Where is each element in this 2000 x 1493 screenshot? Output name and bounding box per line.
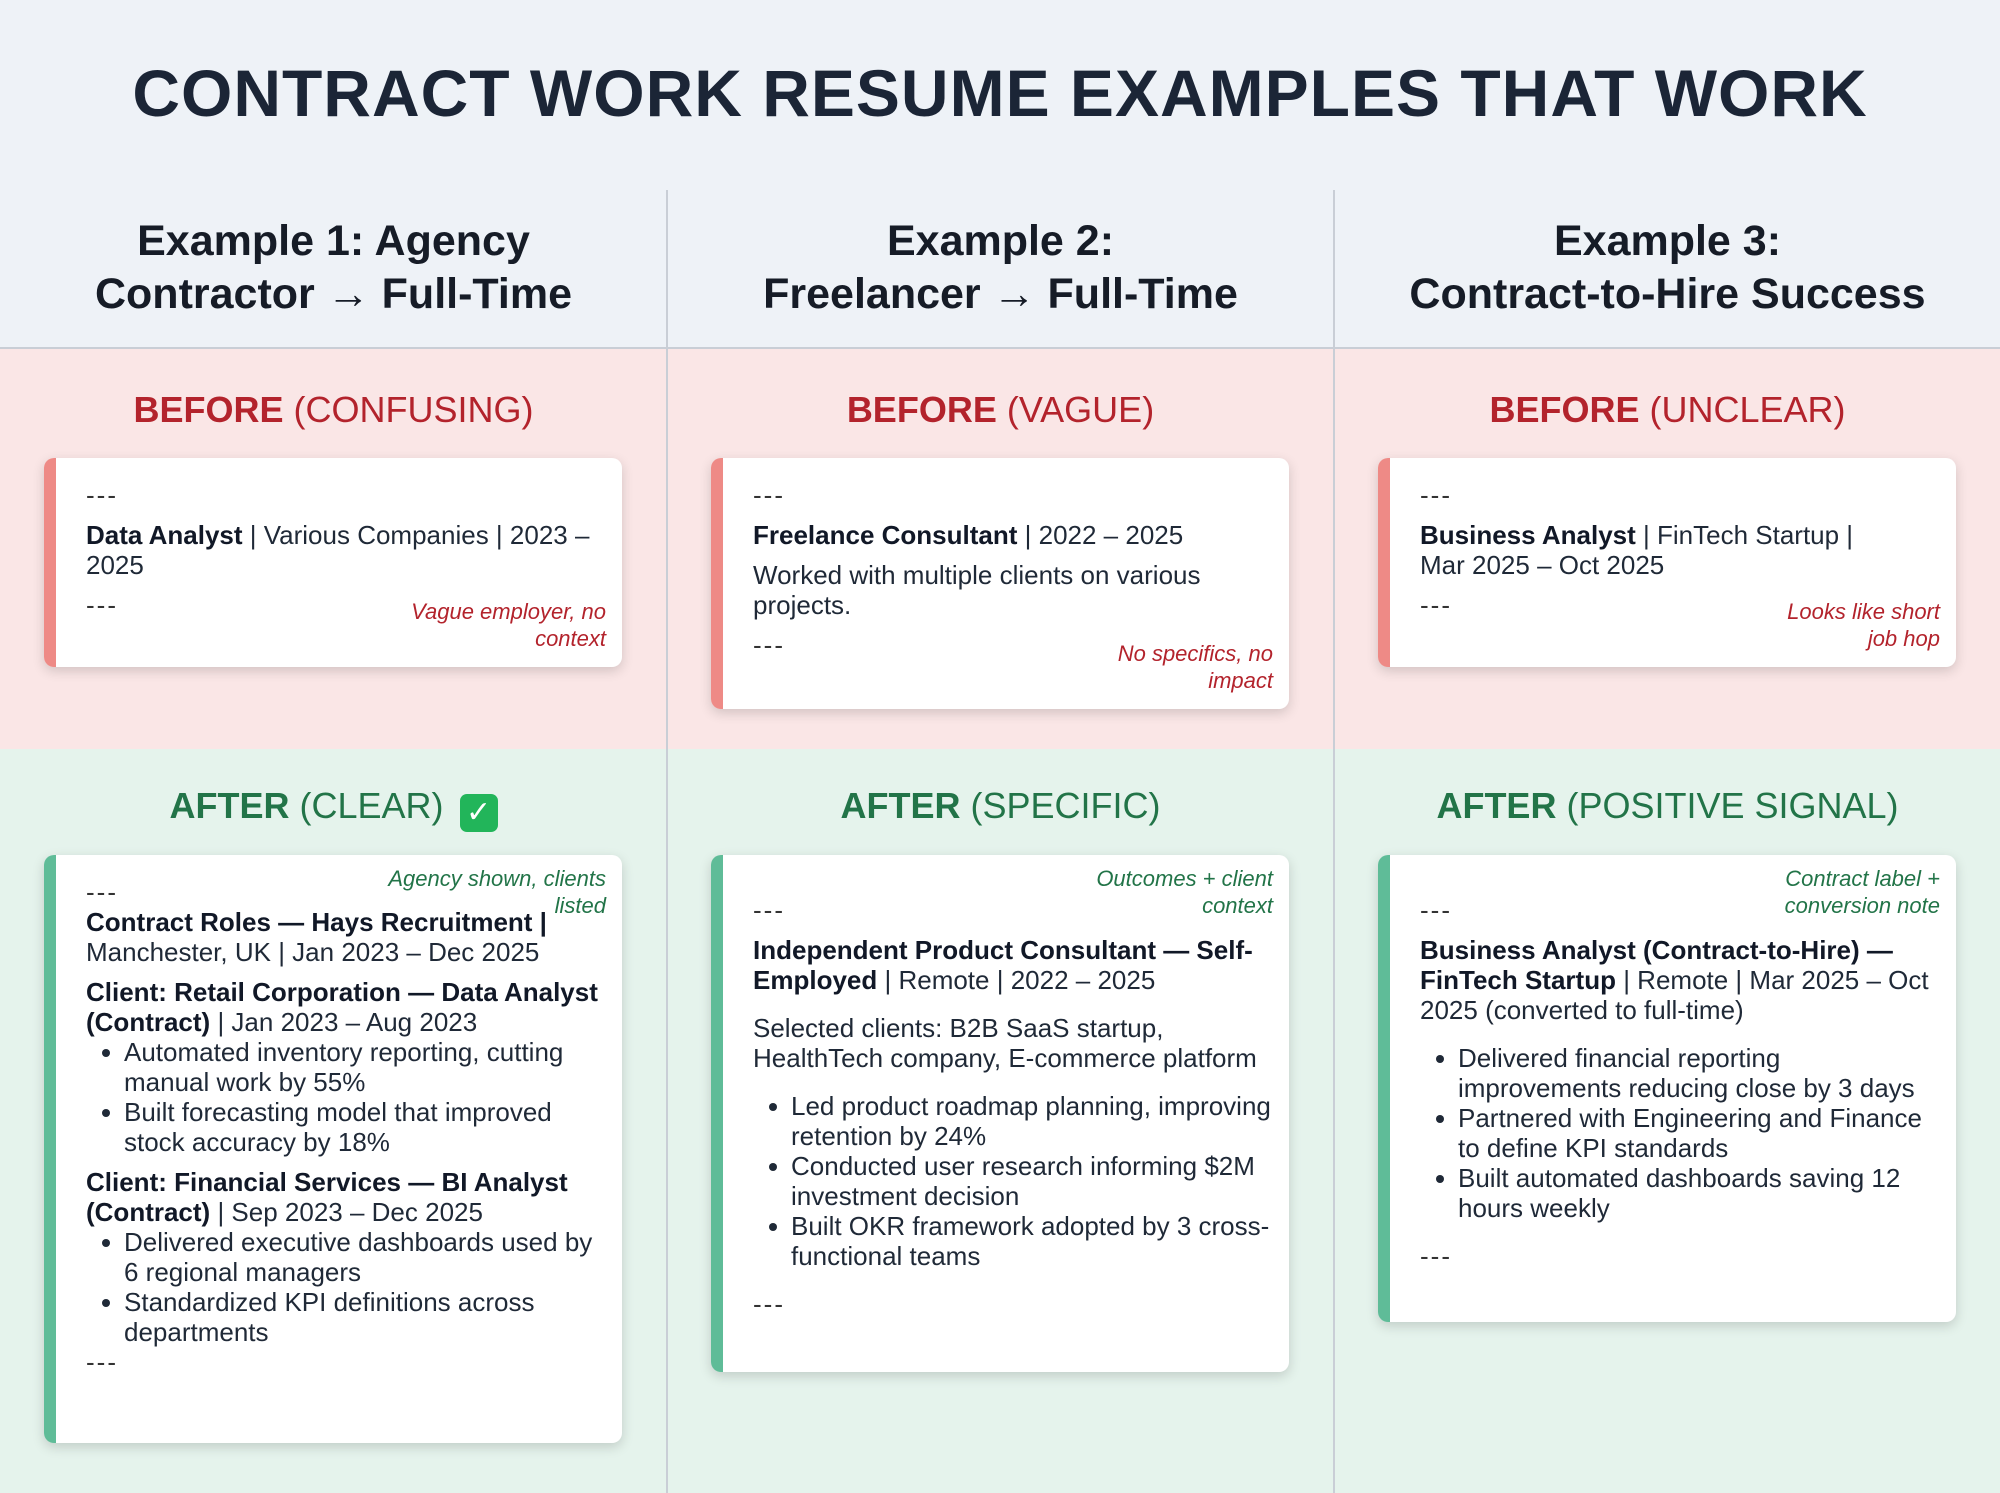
column-heading-line1: Example 3:: [1553, 217, 1782, 265]
before-label-qualifier: (UNCLEAR): [1649, 389, 1846, 430]
role-line: [1420, 520, 1940, 580]
separator: ---: [1420, 590, 1452, 620]
critique-note: Vague employer, no context: [411, 599, 606, 651]
separator: ---: [86, 1347, 118, 1377]
separator: ---: [1420, 1241, 1452, 1271]
before-label-bold: BEFORE: [1489, 389, 1640, 430]
after-label: [1334, 784, 2000, 828]
separator: ---: [1420, 895, 1452, 925]
separator: ---: [753, 895, 785, 925]
critique-note: No specifics, no impact: [1117, 641, 1273, 693]
role-header: [753, 935, 1273, 995]
after-label-qualifier: (CLEAR): [299, 785, 444, 826]
separator: ---: [753, 630, 785, 660]
role-details: | 2022 – 2025: [1017, 520, 1184, 550]
before-label: [0, 388, 667, 432]
column-heading-line2: Contract-to-Hire Success: [1409, 270, 1926, 318]
role-title: Freelance Consultant: [753, 520, 1018, 550]
separator: ---: [86, 877, 118, 907]
role-title: Business Analyst: [1420, 520, 1636, 550]
column-heading-line1: Example 1: Agency: [137, 217, 530, 265]
role-details: | Remote | Mar 2025 – Oct 2025 (converted to full-time): [1420, 965, 1929, 1025]
before-card: [1378, 458, 1956, 667]
separator: ---: [1420, 480, 1452, 510]
separator: ---: [86, 590, 118, 620]
improvement-note: Agency shown, clients listed: [388, 866, 606, 918]
before-card: [711, 458, 1289, 709]
before-card: [44, 458, 622, 667]
column-heading-line1: Example 2:: [886, 217, 1115, 265]
column-heading: [667, 215, 1334, 321]
list-item: Led product roadmap planning, improving retention by 24%: [753, 1091, 1273, 1151]
example-column-1: [0, 0, 667, 1493]
role-title: Data Analyst: [86, 520, 243, 550]
column-heading-line2: Contractor → Full-Time: [94, 270, 572, 318]
before-label-bold: BEFORE: [133, 389, 284, 430]
list-item: Built automated dashboards saving 12 hours weekly: [1420, 1163, 1940, 1223]
bullet-list: [86, 1227, 606, 1347]
separator: ---: [86, 480, 118, 510]
bullet-list: [86, 1037, 606, 1157]
client-header: [86, 977, 606, 1037]
client-title: Client: Retail Corporation — Data Analyst (Contract): [86, 977, 598, 1037]
list-item: Standardized KPI definitions across departments: [86, 1287, 606, 1347]
improvement-note: Outcomes + client context: [1096, 866, 1273, 918]
column-heading: [0, 215, 667, 321]
role-title: Independent Product Consultant — Self-Employed: [753, 935, 1253, 995]
before-label-bold: BEFORE: [846, 389, 997, 430]
agency-header-details: Manchester, UK | Jan 2023 – Dec 2025: [86, 937, 540, 967]
list-item: Delivered executive dashboards used by 6 regional managers: [86, 1227, 606, 1287]
after-label-qualifier: (POSITIVE SIGNAL): [1566, 785, 1899, 826]
bullet-list: [1420, 1043, 1940, 1223]
client-dates: | Sep 2023 – Dec 2025: [210, 1197, 483, 1227]
role-line: [86, 520, 606, 580]
role-details: | FinTech Startup | Mar 2025 – Oct 2025: [1420, 520, 1854, 580]
role-details: | Various Companies | 2023 – 2025: [86, 520, 590, 580]
role-details: | Remote | 2022 – 2025: [877, 965, 1156, 995]
column-heading-line2: Freelancer → Full-Time: [763, 270, 1238, 318]
agency-header-bold: Contract Roles — Hays Recruitment |: [86, 907, 547, 937]
after-label-bold: AFTER: [169, 785, 290, 826]
column-heading: [1334, 215, 2000, 321]
role-title: Business Analyst (Contract-to-Hire) — FinTech Startup: [1420, 935, 1893, 995]
after-card: [44, 855, 622, 1443]
before-label-qualifier: (CONFUSING): [293, 389, 534, 430]
example-column-2: [667, 0, 1334, 1493]
list-item: Built forecasting model that improved stock accuracy by 18%: [86, 1097, 606, 1157]
after-label-bold: AFTER: [1436, 785, 1557, 826]
after-label: [0, 784, 667, 832]
separator: ---: [753, 1289, 785, 1319]
list-item: Automated inventory reporting, cutting manual work by 55%: [86, 1037, 606, 1097]
before-label-qualifier: (VAGUE): [1006, 389, 1155, 430]
list-item: Partnered with Engineering and Finance to define KPI standards: [1420, 1103, 1940, 1163]
separator: ---: [753, 480, 785, 510]
improvement-note: Contract label + conversion note: [1784, 866, 1940, 918]
list-item: Conducted user research informing $2M investment decision: [753, 1151, 1273, 1211]
after-card: [1378, 855, 1956, 1322]
list-item: Delivered financial reporting improvements reducing close by 3 days: [1420, 1043, 1940, 1103]
after-label-bold: AFTER: [840, 785, 961, 826]
role-description: Worked with multiple clients on various projects.: [753, 560, 1201, 620]
client-dates: | Jan 2023 – Aug 2023: [210, 1007, 478, 1037]
role-line: [753, 520, 1273, 550]
client-header: [86, 1167, 606, 1227]
after-label: [667, 784, 1334, 828]
after-label-qualifier: (SPECIFIC): [970, 785, 1161, 826]
list-item: Built OKR framework adopted by 3 cross-functional teams: [753, 1211, 1273, 1271]
bullet-list: [753, 1091, 1273, 1271]
client-title: Client: Financial Services — BI Analyst (Contract): [86, 1167, 568, 1227]
example-column-3: [1334, 0, 2000, 1493]
after-card: [711, 855, 1289, 1372]
before-label: [667, 388, 1334, 432]
critique-note: Looks like short job hop: [1787, 599, 1940, 651]
before-label: [1334, 388, 2000, 432]
client-list: Selected clients: B2B SaaS startup, HealthTech company, E-commerce platform: [753, 1013, 1257, 1073]
page-title: CONTRACT WORK RESUME EXAMPLES THAT WORK: [132, 56, 1868, 130]
role-header: [1420, 935, 1940, 1025]
check-icon: ✓: [460, 794, 498, 832]
